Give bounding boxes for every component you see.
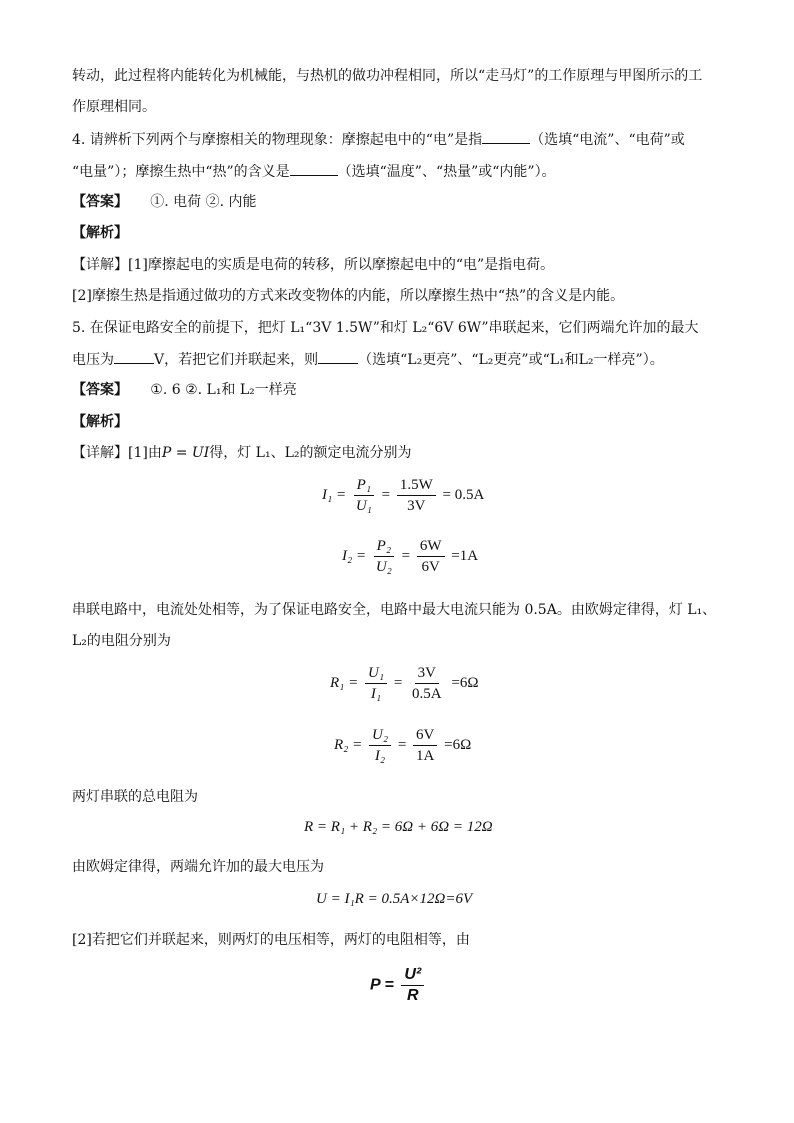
text-line: 转动，此过程将内能转化为机械能，与热机的做功冲程相同，所以“走马灯”的工作原理与甲图所示的工 — [72, 68, 703, 84]
detail-line: 串联电路中，电流处处相等，为了保证电路安全，电路中最大电流只能为 0.5A。由欧姆定律得，灯 L₁、 — [72, 602, 717, 618]
text-line: 作原理相同。 — [72, 99, 156, 115]
question-5-line-2: 电压为 V，若把它们并联起来，则 （选填“L₂更亮”、“L₂更亮”或“L₁和L₂一样亮”）。 — [72, 349, 722, 370]
detail-line: 【详解】[1]摩擦起电的实质是电荷的转移，所以摩擦起电中的“电”是指电荷。 — [72, 257, 555, 273]
answer-blank — [114, 349, 154, 364]
equation-umax: U = I₁R = 0.5A×12Ω=6V — [316, 891, 473, 907]
fraction: $\frac{\text{U₁}}{\text{I₁}}$ — [365, 664, 387, 703]
fraction: $\frac{\text{U²}}{R}$ — [401, 966, 424, 1005]
fraction: $\frac{6W}{6V}$ — [417, 537, 445, 576]
fraction: $\frac{\text{P₂}}{\text{U₂}}$ — [373, 537, 395, 576]
detail-line: L₂的电阻分别为 — [72, 633, 171, 649]
question-5-line-1: 5. 在保证电路安全的前提下，把灯 L₁“3V 1.5W”和灯 L₂“6V 6W”串联起来，它们两端允许加的最大 — [72, 320, 699, 336]
answer-line-q4 — [72, 192, 722, 212]
fraction: $\frac{6V}{1A}$ — [413, 726, 437, 765]
fraction: $\frac{\text{P₁}}{\text{U₁}}$ — [353, 476, 375, 515]
answer-line-q5 — [72, 380, 722, 400]
detail-line: [2]摩擦生热是指通过做功的方式来改变物体的内能，所以摩擦生热中“热”的含义是内能。 — [72, 288, 625, 304]
detail-line: 两灯串联的总电阻为 — [72, 789, 198, 805]
answer-blank — [318, 349, 358, 364]
question-4-line-2: “电量”）；摩擦生热中“热”的含义是 （选填“温度”、“热量”或“内能”）。 — [72, 161, 722, 182]
detail-line: [2]若把它们并联起来，则两灯的电压相等，两灯的电阻相等，由 — [72, 932, 470, 948]
detail-line: 由欧姆定律得，两端允许加的最大电压为 — [72, 859, 324, 875]
detail-line: 【详解】[1]由P = UI得，灯 L₁、L₂的额定电流分别为 — [72, 445, 412, 461]
analysis-label: 【解析】 — [72, 414, 128, 430]
equation-r2: R₂ = $\frac{\text{U₂}}{\text{I₂}}$ = $\frac{6V}{1A}$ =6Ω — [334, 727, 472, 764]
answer-text: ①. 6 ②. L₁和 L₂一样亮 — [150, 382, 297, 398]
formula-inline: P = UI — [161, 445, 210, 461]
equation-i2: I₂ = $\frac{\text{P₂}}{\text{U₂}}$ = $\frac{6W}{6V}$ =1A — [342, 538, 479, 575]
answer-blank — [482, 129, 530, 144]
equation-r1: R₁ = $\frac{\text{U₁}}{\text{I₁}}$ = $\frac{3V}{0.5A}$ =6Ω — [330, 665, 479, 702]
equation-i1: I₁ = $\frac{\text{P₁}}{\text{U₁}}$ = $\frac{1.5W}{3V}$ = 0.5A — [322, 477, 485, 514]
question-4-line-1: 4. 请辨析下列两个与摩擦相关的物理现象：摩擦起电中的“电”是指 （选填“电流”、“电荷”或 — [72, 129, 722, 150]
fraction: $\frac{\text{U₂}}{\text{I₂}}$ — [369, 726, 391, 765]
equation-power: P = $\frac{\text{U²}}{R}$ — [370, 966, 427, 1005]
analysis-label: 【解析】 — [72, 225, 128, 241]
answer-blank — [290, 161, 338, 176]
equation-rsum: R = R₁ + R₂ = 6Ω + 6Ω = 12Ω — [304, 819, 493, 835]
answer-label: 【答案】 — [72, 194, 128, 210]
answer-text: ①. 电荷 ②. 内能 — [150, 194, 257, 210]
fraction: $\frac{1.5W}{3V}$ — [397, 476, 436, 515]
answer-label: 【答案】 — [72, 382, 128, 398]
fraction: $\frac{3V}{0.5A}$ — [412, 665, 442, 702]
